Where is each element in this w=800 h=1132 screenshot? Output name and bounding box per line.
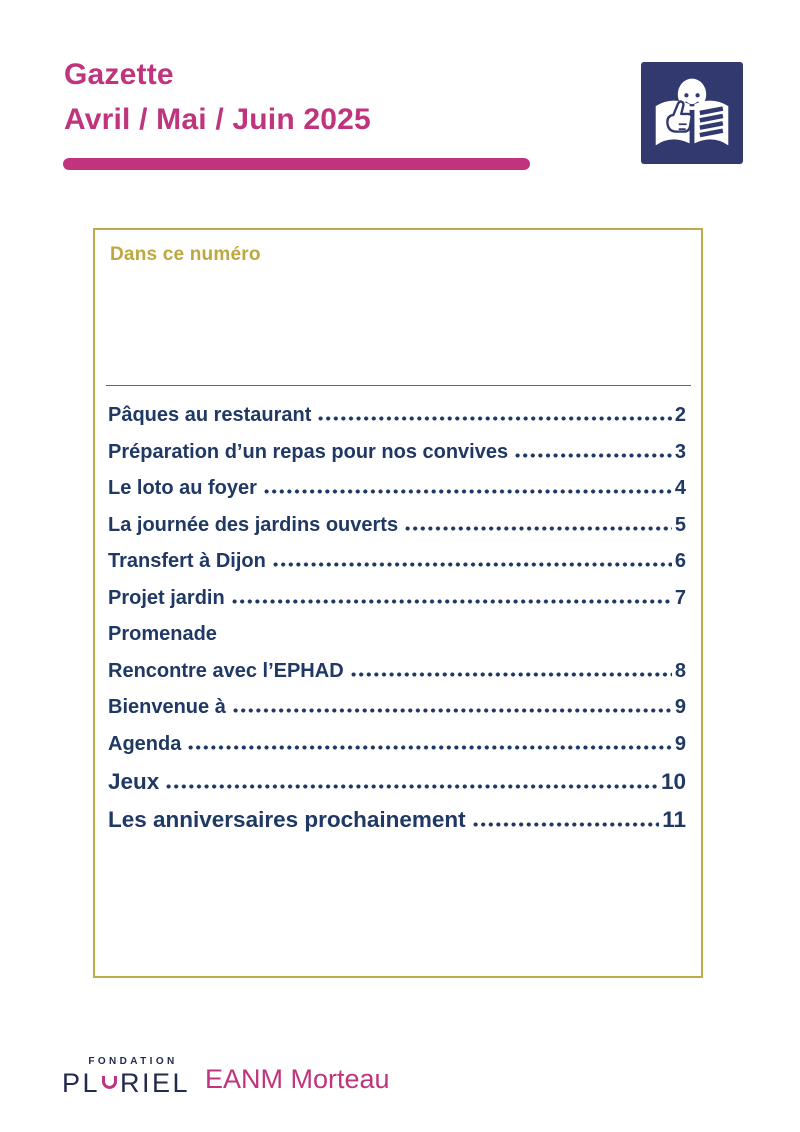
toc-entry-page: 4 (674, 477, 686, 499)
toc-entry-label: Transfert à Dijon (108, 550, 266, 572)
toc-entry-label: La journée des jardins ouverts (108, 513, 399, 536)
toc-entry[interactable] (108, 807, 686, 833)
toc-entry-page: 3 (674, 440, 686, 463)
toc-leader-dots (264, 489, 672, 494)
toc-entry-label: Préparation d’un repas pour nos convives (108, 440, 509, 463)
toc-entry-label: Jeux (108, 769, 160, 794)
toc-leader-dots (351, 672, 672, 677)
toc-entry[interactable] (108, 733, 686, 756)
toc-entry[interactable] (108, 441, 686, 464)
toc-entry-label: Projet jardin (108, 586, 225, 609)
logo-fondation-text: FONDATION (88, 1056, 178, 1067)
toc-leader-dots (232, 599, 672, 604)
toc-entry-label: Les anniversaires prochainement (108, 807, 466, 832)
toc-entry-page: 10 (660, 769, 686, 794)
toc-box (93, 228, 703, 978)
toc-entry-page: 8 (674, 659, 686, 682)
toc-entry-page: 5 (674, 513, 686, 536)
toc-entry-label: Promenade (108, 623, 217, 645)
toc-leader-dots (515, 453, 672, 458)
toc-divider-line (106, 385, 691, 386)
toc-entry-page: 7 (674, 586, 686, 609)
title-underline-bar (63, 158, 530, 170)
toc-entry[interactable] (108, 404, 686, 427)
toc-leader-dots (188, 745, 672, 750)
toc-entry[interactable] (108, 514, 686, 537)
toc-leader-dots (233, 708, 672, 713)
fondation-pluriel-logo (62, 1056, 194, 1099)
toc-heading: Dans ce numéro (110, 244, 261, 265)
toc-list (108, 404, 686, 833)
toc-entry[interactable] (108, 769, 686, 795)
gazette-period: Avril / Mai / Juin 2025 (64, 103, 371, 136)
toc-entry[interactable] (108, 587, 686, 610)
gazette-title: Gazette (64, 58, 174, 91)
toc-leader-dots (473, 822, 660, 827)
toc-entry-page: 9 (674, 696, 686, 718)
toc-entry[interactable] (108, 660, 686, 683)
logo-pluriel-pre: PL (62, 1068, 101, 1098)
toc-entry-label: Rencontre avec l’EPHAD (108, 659, 344, 682)
toc-leader-dots (166, 784, 658, 789)
pink-smile-u-icon (102, 1076, 117, 1089)
toc-leader-dots (318, 416, 671, 421)
toc-entry-page: 9 (674, 732, 686, 755)
toc-entry-page: 11 (662, 807, 686, 832)
toc-entry-label: Bienvenue à (108, 696, 226, 718)
toc-leader-dots (405, 526, 672, 531)
toc-entry-label: Le loto au foyer (108, 477, 257, 499)
logo-pluriel-text (62, 1068, 194, 1099)
toc-entry-page: 2 (674, 404, 686, 426)
toc-entry[interactable] (108, 623, 686, 646)
toc-entry-label: Pâques au restaurant (108, 404, 312, 426)
toc-leader-dots (273, 562, 672, 567)
toc-entry[interactable] (108, 550, 686, 573)
site-name: EANM Morteau (205, 1064, 390, 1094)
toc-entry-page: 6 (674, 550, 686, 572)
easy-to-read-icon (640, 62, 744, 164)
logo-pluriel-post: RIEL (120, 1068, 191, 1098)
page-title-block (64, 52, 371, 142)
toc-entry-label: Agenda (108, 732, 182, 755)
toc-entry[interactable] (108, 696, 686, 719)
toc-entry[interactable] (108, 477, 686, 500)
